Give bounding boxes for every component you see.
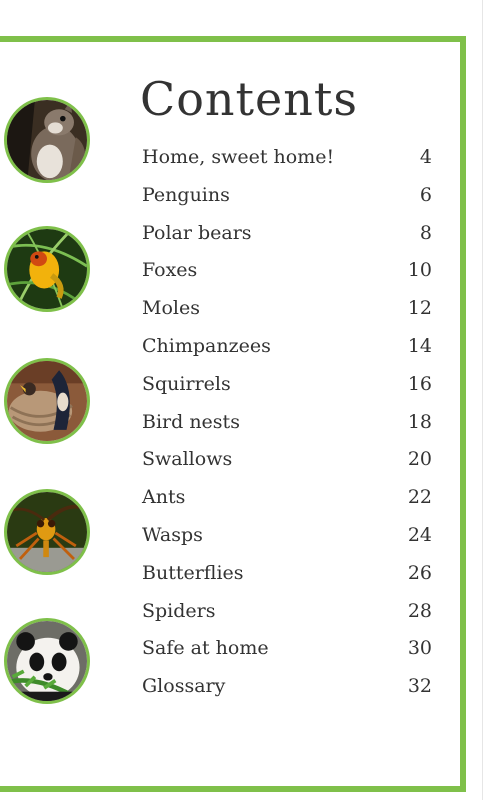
- panda-photo: [4, 618, 90, 704]
- wasp-photo: [4, 489, 90, 575]
- toc-entry-label: Butterflies: [142, 561, 244, 584]
- squirrel-photo-image: [7, 100, 87, 180]
- toc-entry-label: Foxes: [142, 259, 198, 282]
- page-title: Contents: [140, 72, 358, 126]
- toc-entry: [142, 675, 432, 713]
- toc-entry-page: 32: [407, 675, 432, 698]
- toc-entry-page: 30: [407, 637, 432, 660]
- toc-entry-label: Chimpanzees: [142, 334, 271, 357]
- toc-entry-label: Safe at home: [142, 637, 269, 660]
- swallow-nest-photo: [4, 358, 90, 444]
- table-of-contents: [142, 146, 432, 713]
- panda-photo-image: [7, 621, 87, 701]
- toc-entry-page: 20: [407, 448, 432, 471]
- toc-entry: [142, 562, 432, 600]
- toc-entry-page: 10: [407, 259, 432, 282]
- toc-entry-label: Penguins: [142, 183, 230, 206]
- toc-entry-page: 28: [407, 599, 432, 622]
- toc-entry: [142, 448, 432, 486]
- toc-entry-page: 16: [407, 372, 432, 395]
- toc-entry-label: Squirrels: [142, 372, 231, 395]
- wasp-photo-image: [7, 492, 87, 572]
- toc-entry-label: Home, sweet home!: [142, 146, 335, 168]
- toc-entry-label: Ants: [142, 486, 186, 509]
- toc-entry-label: Spiders: [142, 599, 216, 622]
- toc-entry: [142, 411, 432, 449]
- toc-entry-page: 8: [419, 221, 432, 244]
- weaver-bird-photo: [4, 226, 90, 312]
- page-edge: [482, 0, 497, 800]
- toc-entry: [142, 146, 432, 184]
- toc-entry: [142, 600, 432, 638]
- toc-entry-page: 26: [407, 561, 432, 584]
- toc-entry: [142, 335, 432, 373]
- weaver-bird-photo-image: [7, 229, 87, 309]
- toc-entry: [142, 637, 432, 675]
- toc-entry: [142, 297, 432, 335]
- toc-entry: [142, 259, 432, 297]
- toc-entry-page: 6: [419, 183, 432, 206]
- toc-entry-page: 12: [407, 297, 432, 320]
- toc-entry: [142, 184, 432, 222]
- toc-entry-label: Wasps: [142, 523, 203, 546]
- toc-entry-page: 24: [407, 523, 432, 546]
- toc-entry-label: Polar bears: [142, 221, 252, 244]
- toc-entry: [142, 486, 432, 524]
- toc-entry-label: Glossary: [142, 675, 226, 698]
- toc-entry-label: Bird nests: [142, 410, 240, 433]
- squirrel-photo: [4, 97, 90, 183]
- toc-entry-label: Swallows: [142, 448, 233, 471]
- toc-entry-page: 14: [407, 334, 432, 357]
- swallow-nest-photo-image: [7, 361, 87, 441]
- toc-entry: [142, 373, 432, 411]
- toc-entry: [142, 222, 432, 260]
- toc-entry-page: 22: [407, 486, 432, 509]
- toc-entry: [142, 524, 432, 562]
- toc-entry-page: 4: [419, 146, 432, 168]
- toc-entry-label: Moles: [142, 297, 200, 320]
- toc-entry-page: 18: [407, 410, 432, 433]
